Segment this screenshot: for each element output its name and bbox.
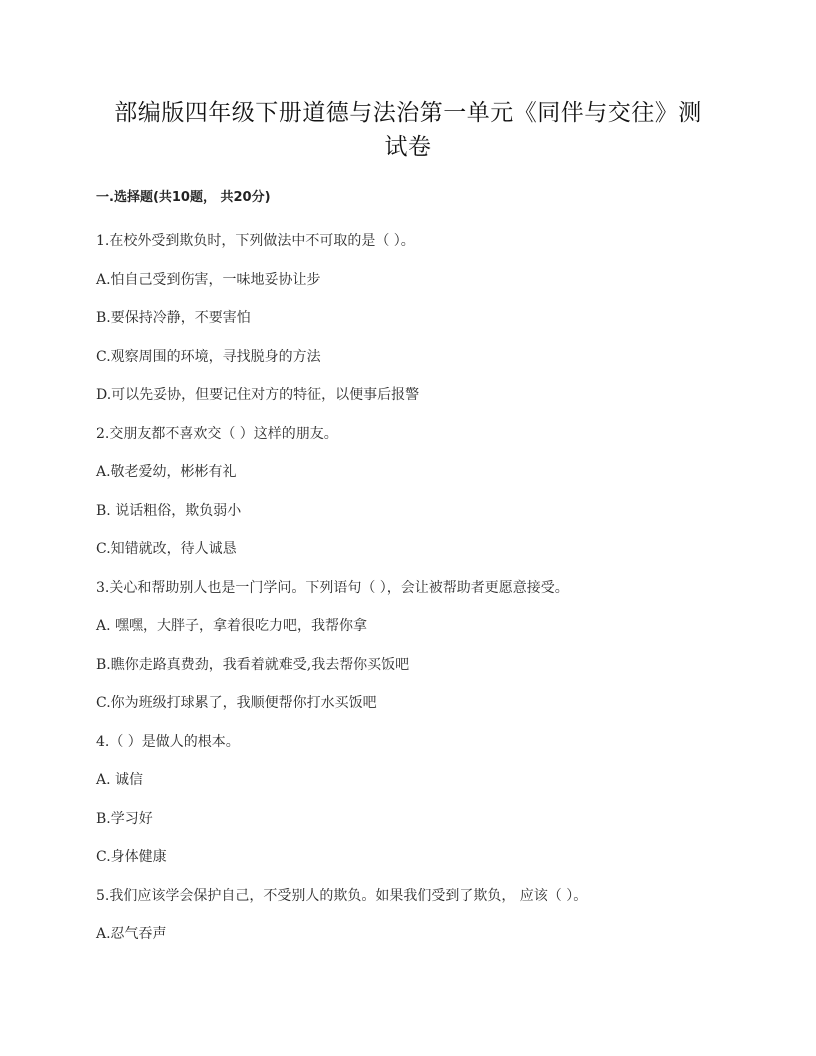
question-list <box>96 222 720 954</box>
question-4-option-b: B.学习好 <box>96 810 153 827</box>
question-5-stem: 5.我们应该学会保护自己，不受别人的欺负。如果我们受到了欺负， 应该（ ）。 <box>96 887 588 904</box>
question-1-option-d: D.可以先妥协，但要记住对方的特征，以便事后报警 <box>96 387 420 403</box>
title-line-2: 试卷 <box>384 134 432 160</box>
question-1-option-b: B.要保持冷静，不要害怕 <box>96 310 251 326</box>
question-2-option-c: C.知错就改，待人诚恳 <box>96 541 237 557</box>
section-heading: 一.选择题(共10题， 共20分) <box>96 190 271 205</box>
title-line-1: 部编版四年级下册道德与法治第一单元《同伴与交往》测 <box>114 100 702 126</box>
question-2-option-a: A.敬老爱幼，彬彬有礼 <box>96 464 237 480</box>
question-1-stem: 1.在校外受到欺负时，下列做法中不可取的是（ ）。 <box>96 233 415 249</box>
question-2-stem: 2.交朋友都不喜欢交（ ）这样的朋友。 <box>96 425 338 442</box>
question-1-option-c: C.观察周围的环境，寻找脱身的方法 <box>96 348 321 365</box>
question-1-option-a: A.怕自己受到伤害，一味地妥协让步 <box>96 271 321 288</box>
question-4-option-c: C.身体健康 <box>96 849 167 865</box>
question-5-option-a: A.忍气吞声 <box>96 926 167 942</box>
document-title <box>96 96 720 164</box>
question-3-option-a: A. 嘿嘿，大胖子，拿着很吃力吧，我帮你拿 <box>96 618 368 634</box>
question-2-option-b: B. 说话粗俗，欺负弱小 <box>96 502 242 519</box>
question-4-option-a: A. 诚信 <box>96 772 144 788</box>
question-3-stem: 3.关心和帮助别人也是一门学问。下列语句（ ），会让被帮助者更愿意接受。 <box>96 579 569 596</box>
question-4-stem: 4.（ ）是做人的根本。 <box>96 733 240 750</box>
question-3-option-b: B.瞧你走路真费劲，我看着就难受,我去帮你买饭吧 <box>96 656 410 673</box>
question-3-option-c: C.你为班级打球累了，我顺便帮你打水买饭吧 <box>96 695 377 711</box>
